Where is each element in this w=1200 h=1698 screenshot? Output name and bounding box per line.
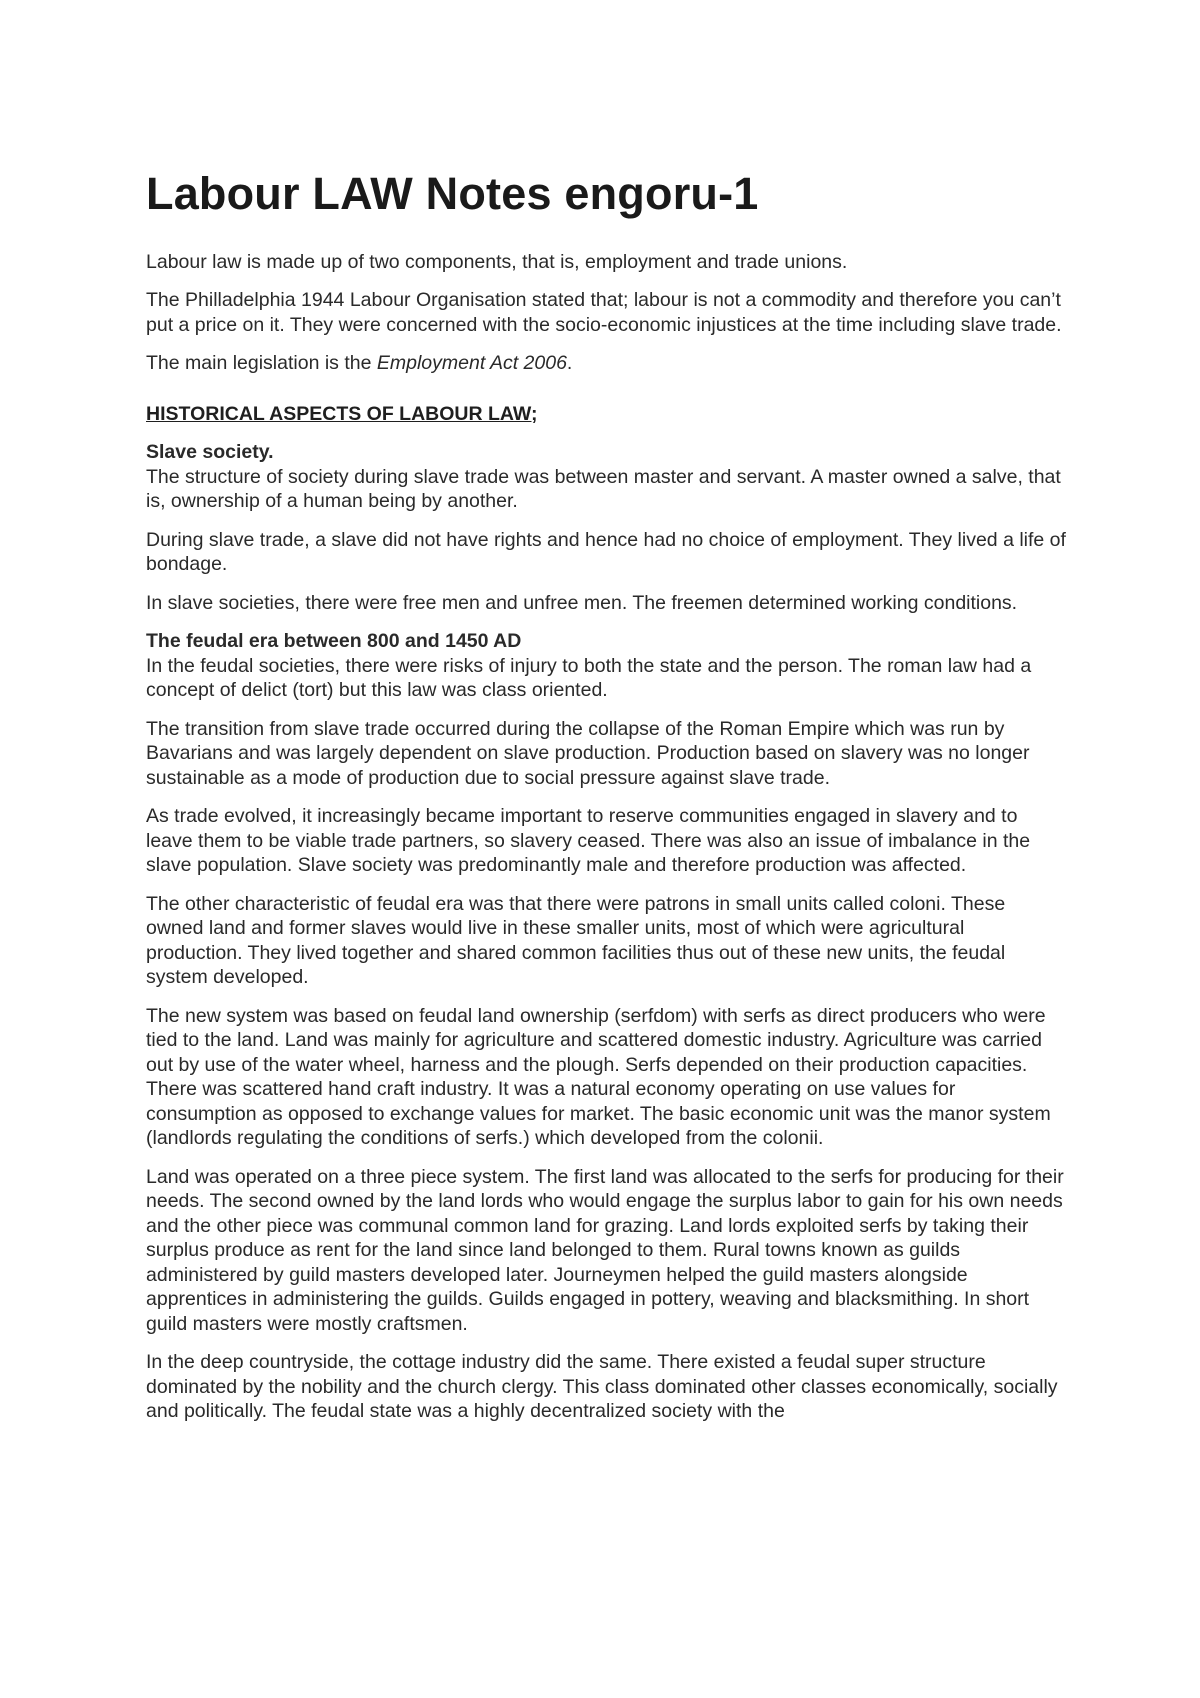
slave-society-heading: Slave society. (146, 441, 274, 464)
body-paragraph: During slave trade, a slave did not have rights and hence had no choice of employment. They lived a life of bondage. (146, 528, 1066, 576)
legislation-prefix: The main legislation is the (146, 352, 377, 375)
section-heading: HISTORICAL ASPECTS OF LABOUR LAW; (146, 402, 538, 425)
legislation-paragraph (146, 351, 1066, 376)
intro-paragraph: Labour law is made up of two components, that is, employment and trade unions. (146, 250, 848, 273)
body-paragraph: Land was operated on a three piece system. The first land was allocated to the serfs for producing for their needs. The second owned by the land lords who would engage the surplus labor to gain for his own needs and the other piece was communal common land for grazing. Land lords exploited serfs by taking their surplus produce as rent for the land since land belonged to them. Rural towns known as guilds administered by guild masters developed later. Journeymen helped the guild masters alongside apprentices in administering the guilds. Guilds engaged in pottery, weaving and blacksmithing. In short guild masters were mostly craftsmen. (146, 1165, 1064, 1335)
document-page (146, 168, 1066, 1438)
body-paragraph: In the deep countryside, the cottage industry did the same. There existed a feudal super structure dominated by the nobility and the church clergy. This class dominated other classes economically, socially and politically. The feudal state was a highly decentralized society with the (146, 1351, 1058, 1423)
feudal-era-heading: The feudal era between 800 and 1450 AD (146, 630, 522, 653)
legislation-act: Employment Act 2006 (376, 352, 567, 375)
body-paragraph: The transition from slave trade occurred during the collapse of the Roman Empire which was run by Bavarians and was largely dependent on slave production. Production based on slavery was no longer sustainable as a mode of production due to social pressure against slave trade. (146, 717, 1030, 789)
body-paragraph: In slave societies, there were free men and unfree men. The freemen determined working conditions. (146, 591, 1018, 614)
body-text: In the feudal societies, there were risks of injury to both the state and the person. The roman law had a concept of delict (tort) but this law was class oriented. (146, 654, 1032, 702)
body-paragraph: As trade evolved, it increasingly became important to reserve communities engaged in slavery and to leave them to be viable trade partners, so slavery ceased. There was also an issue of imbalance in the slave population. Slave society was predominantly male and therefore production was affected. (146, 805, 1031, 877)
slave-society-paragraph (146, 440, 1066, 514)
intro-paragraph: The Philladelphia 1944 Labour Organisation stated that; labour is not a commodity and therefore you can’t put a price on it. They were concerned with the socio-economic injustices at the time including slave trade. (146, 289, 1062, 336)
body-paragraph: The other characteristic of feudal era was that there were patrons in small units called coloni. These owned land and former slaves would live in these smaller units, most of which were agricultural production. They lived together and shared common facilities thus out of these new units, the feudal system developed. (146, 892, 1006, 989)
body-text: The structure of society during slave trade was between master and servant. A master owned a salve, that is, ownership of a human being by another. (146, 465, 1061, 513)
body-paragraph: The new system was based on feudal land ownership (serfdom) with serfs as direct producers who were tied to the land. Land was mainly for agriculture and scattered domestic industry. Agriculture was carried out by use of the water wheel, harness and the plough. Serfs depended on their production capacities. There was scattered hand craft industry. It was a natural economy operating on use values for consumption as opposed to exchange values for market. The basic economic unit was the manor system (landlords regulating the conditions of serfs.) which developed from the colonii. (146, 1004, 1051, 1150)
feudal-era-paragraph (146, 629, 1066, 703)
legislation-suffix: . (566, 352, 573, 375)
document-title: Labour LAW Notes engoru-1 (146, 168, 759, 219)
